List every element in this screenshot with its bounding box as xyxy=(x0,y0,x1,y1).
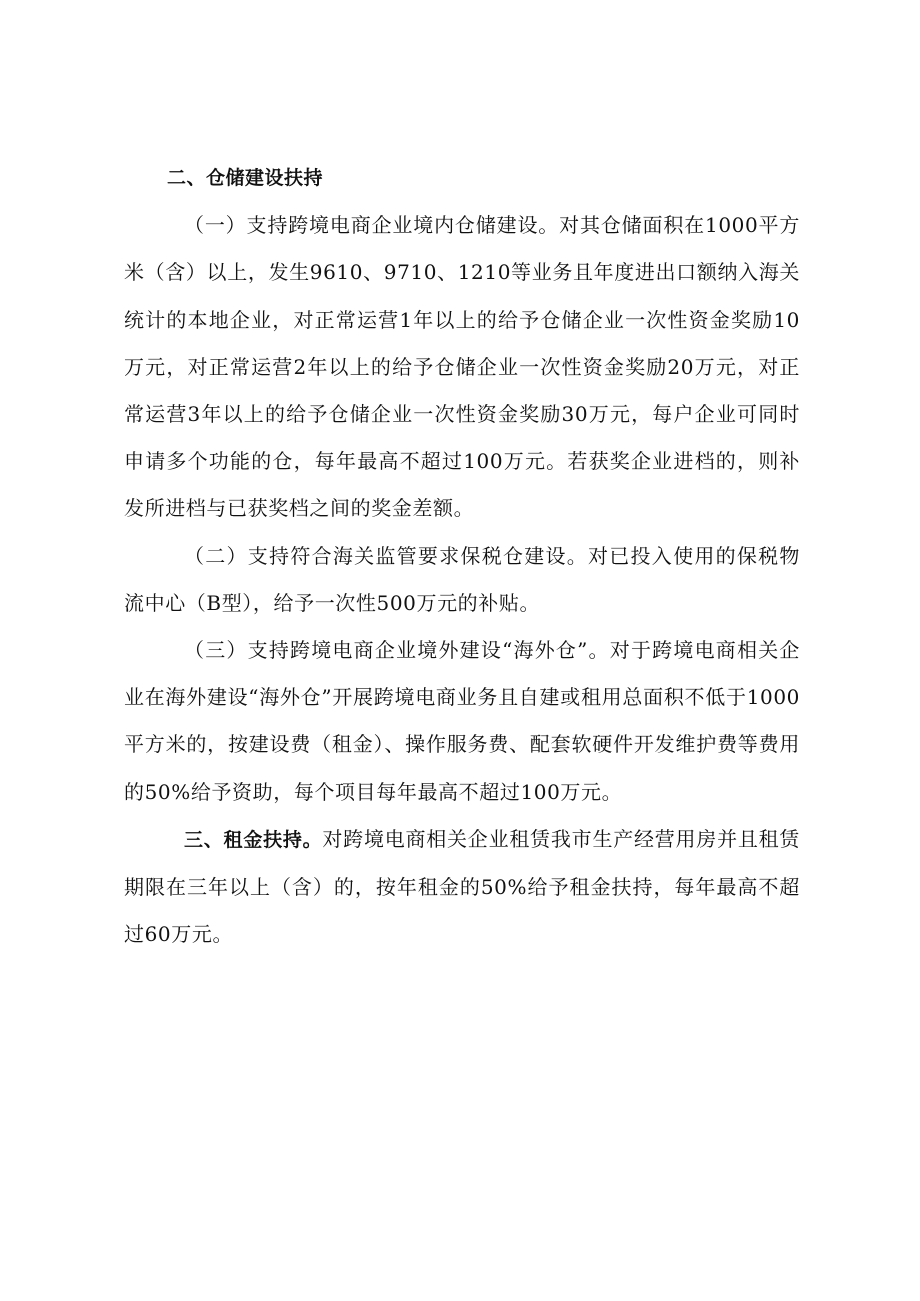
section-two-heading: 二、仓储建设扶持 xyxy=(167,167,324,189)
paragraph-rent-support xyxy=(124,816,800,959)
section-three-heading: 三、租金扶持。 xyxy=(184,828,323,851)
document-body xyxy=(124,155,800,958)
paragraph-domestic-warehouse: （一）支持跨境电商企业境内仓储建设。对其仓储面积在1000平方米（含）以上，发生9610、9710、1210等业务且年度进出口额纳入海关统计的本地企业，对正常运营1年以上的给予仓储企业一次性资金奖励10万元，对正常运营2年以上的给予仓储企业一次性资金奖励20万元，对正常运营3年以上的给予仓储企业一次性资金奖励30万元，每户企业可同时申请多个功能的仓，每年最高不超过100万元。若获奖企业进档的，则补发所进档与已获奖档之间的奖金差额。 xyxy=(124,213,800,521)
section-three-body: 对跨境电商相关企业租赁我市生产经营用房并且租赁期限在三年以上（含）的，按年租金的50%给予租金扶持，每年最高不超过60万元。 xyxy=(124,826,800,947)
paragraph-bonded-warehouse: （二）支持符合海关监管要求保税仓建设。对已投入使用的保税物流中心（B型），给予一次性500万元的补贴。 xyxy=(124,543,800,615)
paragraph-overseas-warehouse: （三）支持跨境电商企业境外建设“海外仓”。对于跨境电商相关企业在海外建设“海外仓”开展跨境电商业务且自建或租用总面积不低于1000平方米的，按建设费（租金）、操作服务费、配套软硬件开发维护费等费用的50%给予资助，每个项目每年最高不超过100万元。 xyxy=(124,638,800,804)
